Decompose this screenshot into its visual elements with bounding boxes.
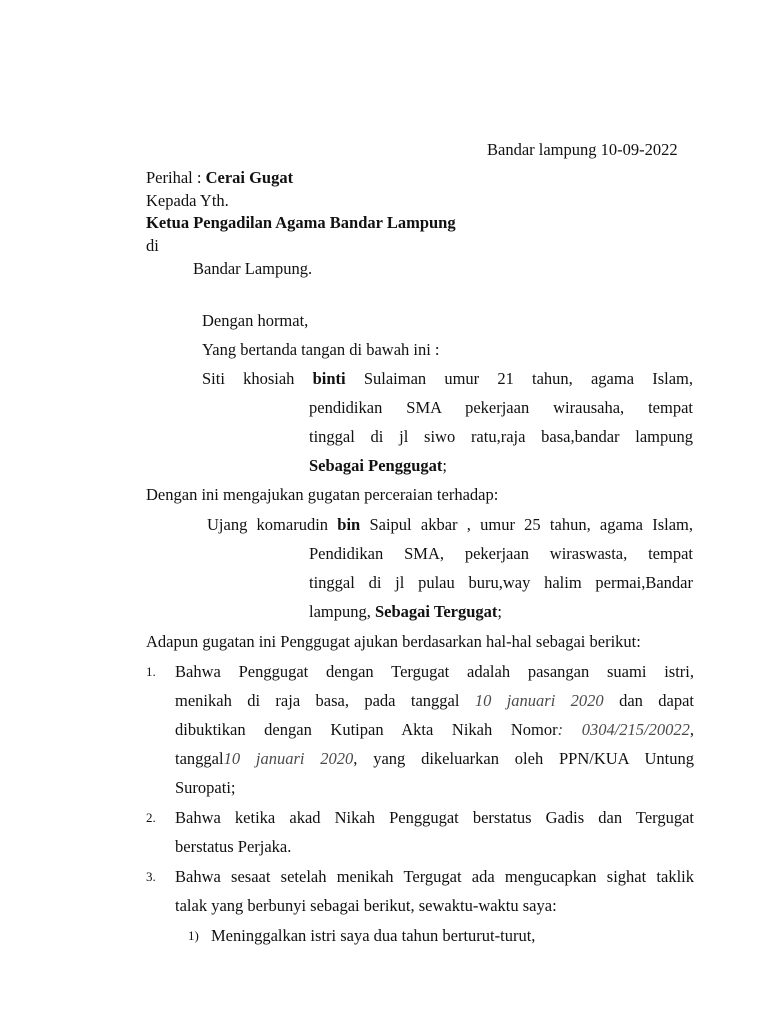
item-1-line-4 bbox=[175, 749, 694, 769]
defendant-role: Sebagai Tergugat bbox=[375, 602, 498, 621]
certificate-date: 10 januari 2020 bbox=[223, 749, 354, 768]
item-number: 1. bbox=[146, 664, 156, 679]
addressee-line: Kepada Yth. bbox=[146, 191, 229, 210]
filing-line: Dengan ini mengajukan gugatan perceraian terhadap: bbox=[146, 485, 499, 504]
plaintiff-binti: binti bbox=[312, 369, 346, 388]
basis-line: Adapun gugatan ini Penggugat ajukan berdasarkan hal-hal sebagai berikut: bbox=[146, 632, 641, 651]
sub-item-text: Meninggalkan istri saya dua tahun berturut-turut, bbox=[211, 926, 536, 945]
date-line: Bandar lampung 10-09-2022 bbox=[487, 140, 678, 159]
plaintiff-line-4 bbox=[309, 456, 447, 476]
item-3-line-1: Bahwa sesaat setelah menikah Tergugat ada mengucapkan sighat taklik bbox=[175, 867, 694, 886]
defendant-bin: bin bbox=[337, 515, 361, 534]
item-1-line-5: Suropati; bbox=[175, 778, 236, 797]
plaintiff-line-1 bbox=[202, 369, 693, 389]
item-1-line-1: Bahwa Penggugat dengan Tergugat adalah pasangan suami istri, bbox=[175, 662, 694, 681]
plaintiff-role: Sebagai Penggugat bbox=[309, 456, 443, 475]
defendant-city: lampung, bbox=[309, 602, 375, 621]
defendant-name: Ujang komarudin bbox=[207, 515, 338, 534]
di-line: di bbox=[146, 236, 159, 255]
defendant-line-3: tinggal di jl pulau buru,way halim permai,Bandar bbox=[309, 573, 693, 592]
plaintiff-details: Sulaiman umur 21 tahun, agama Islam, bbox=[345, 369, 693, 388]
item-1-text: , bbox=[689, 720, 694, 739]
marriage-date: 10 januari 2020 bbox=[474, 691, 604, 710]
item-1-line-3 bbox=[175, 720, 694, 740]
subject-label: Perihal : bbox=[146, 168, 206, 187]
plaintiff-semicolon: ; bbox=[442, 456, 447, 475]
item-1-text: tanggal bbox=[175, 749, 224, 768]
city-line: Bandar Lampung. bbox=[193, 259, 313, 278]
item-1-text: dibuktikan dengan Kutipan Akta Nikah Nomor bbox=[175, 720, 558, 739]
recipient-title bbox=[146, 213, 456, 233]
defendant-details: Saipul akbar , umur 25 tahun, agama Islam, bbox=[360, 515, 694, 534]
sub-item-number: 1) bbox=[188, 928, 199, 943]
plaintiff-line-3: tinggal di jl siwo ratu,raja basa,bandar lampung bbox=[309, 427, 693, 446]
certificate-number: : 0304/215/20022 bbox=[557, 720, 690, 739]
defendant-semicolon: ; bbox=[497, 602, 502, 621]
item-1-text: dan dapat bbox=[603, 691, 695, 710]
plaintiff-line-2: pendidikan SMA pekerjaan wirausaha, tempat bbox=[309, 398, 693, 417]
recipient-name: Ketua Pengadilan Agama Bandar Lampung bbox=[146, 213, 456, 232]
defendant-line-1 bbox=[207, 515, 693, 535]
defendant-line-4 bbox=[309, 602, 502, 622]
item-2-line-1: Bahwa ketika akad Nikah Penggugat berstatus Gadis dan Tergugat bbox=[175, 808, 694, 827]
greeting: Dengan hormat, bbox=[202, 311, 309, 330]
subject-value: Cerai Gugat bbox=[205, 168, 294, 187]
intro-line: Yang bertanda tangan di bawah ini : bbox=[202, 340, 440, 359]
plaintiff-name: Siti khosiah bbox=[202, 369, 313, 388]
item-number: 3. bbox=[146, 869, 156, 884]
subject-line bbox=[146, 168, 293, 188]
item-3-line-2: talak yang berbunyi sebagai berikut, sewaktu-waktu saya: bbox=[175, 896, 557, 915]
item-1-text: , yang dikeluarkan oleh PPN/KUA Untung bbox=[353, 749, 694, 768]
item-number: 2. bbox=[146, 810, 156, 825]
item-2-line-2: berstatus Perjaka. bbox=[175, 837, 292, 856]
item-1-line-2 bbox=[175, 691, 694, 711]
defendant-line-2: Pendidikan SMA, pekerjaan wiraswasta, tempat bbox=[309, 544, 693, 563]
item-1-text: menikah di raja basa, pada tanggal bbox=[175, 691, 475, 710]
